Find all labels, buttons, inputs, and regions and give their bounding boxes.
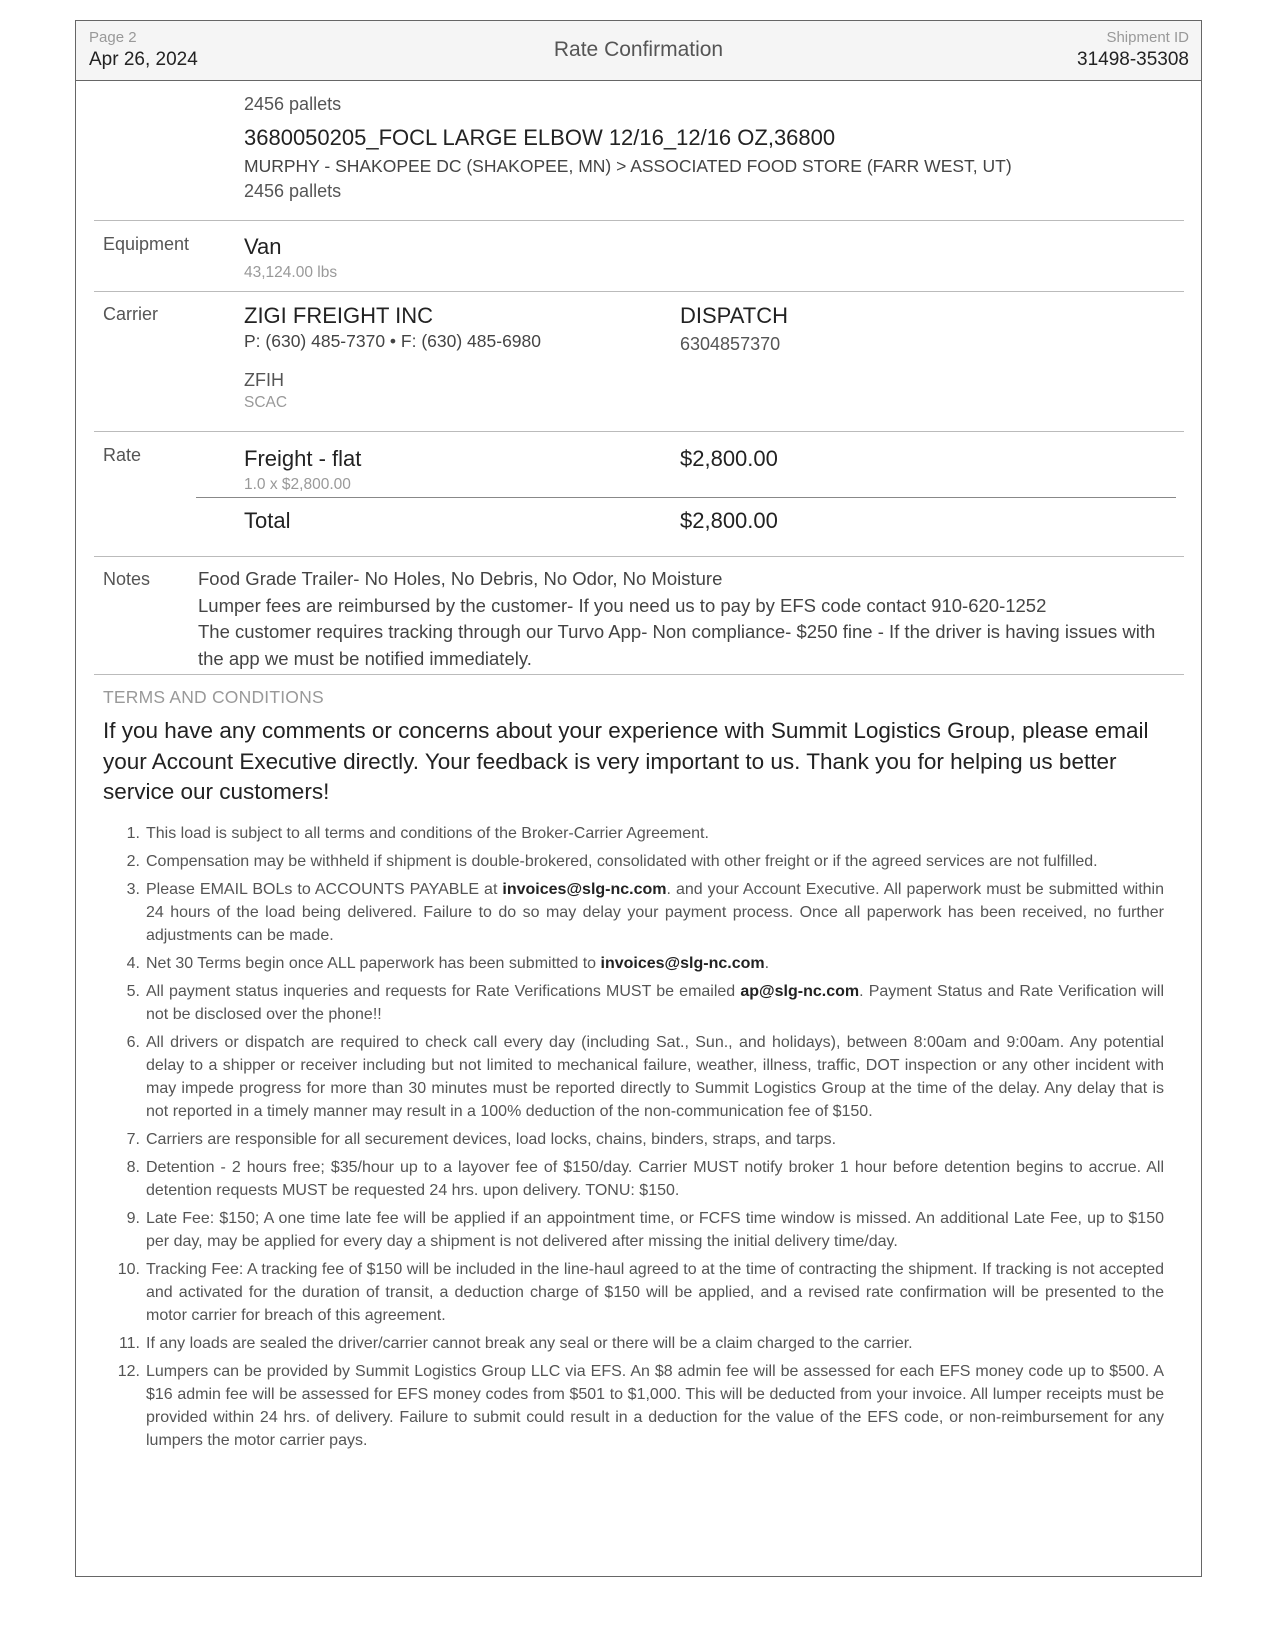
total-divider <box>196 497 1176 498</box>
note-line: Food Grade Trailer- No Holes, No Debris, No Odor, No Moisture <box>198 568 723 589</box>
term-item: 8. Detention - 2 hours free; $35/hour up to a layover fee of $150/day. Carrier MUST notify broker 1 hour before detention begins to accrue. All detention requests MUST be requested 24 hrs. upon delivery. TONU: $150. <box>126 1158 1164 1199</box>
rate-line-name: Freight - flat <box>244 446 362 471</box>
divider <box>94 220 1184 221</box>
rate-label: Rate <box>103 445 142 465</box>
notes-label: Notes <box>103 569 151 589</box>
document-page <box>75 20 1202 1577</box>
email-link[interactable]: invoices@slg-nc.com <box>600 954 765 972</box>
divider <box>94 291 1184 292</box>
term-item: 7. Carriers are responsible for all securement devices, load locks, chains, binders, straps, and tarps. <box>126 1131 837 1148</box>
terms-list <box>117 822 1165 1457</box>
commodity-name: 3680050205_FOCL LARGE ELBOW 12/16_12/16 OZ,36800 <box>244 125 836 150</box>
term-item: 4. Net 30 Terms begin once ALL paperwork has been submitted to invoices@slg-nc.com. <box>126 954 770 972</box>
note-line: Lumper fees are reimbursed by the customer- If you need us to pay by EFS code contact 910-620-1252 <box>198 594 1047 616</box>
term-item: 3. Please EMAIL BOLs to ACCOUNTS PAYABLE at invoices@slg-nc.com. and your Account Executive. All paperwork must be submitted within 24 hours of the load being delivered. Failure to do so may delay your payment process. Once all paperwork has been received, no further adjustments can be made. <box>126 880 1164 944</box>
carrier-scac-label: SCAC <box>244 394 288 411</box>
notes-body <box>198 566 1173 672</box>
document-title: Rate Confirmation <box>553 38 724 61</box>
carrier-scac: ZFIH <box>244 370 284 390</box>
rate-line-calc: 1.0 x $2,800.00 <box>244 476 351 493</box>
terms-lead-paragraph: If you have any comments or concerns about your experience with Summit Logistics Group, please email your Account Executive directly. Your feedback is very important to us. Thank you for helping us better service our customers! <box>103 718 1149 804</box>
dispatch-label: DISPATCH <box>680 303 788 328</box>
divider <box>94 431 1184 432</box>
term-item: 5. All payment status inqueries and requests for Rate Verifications MUST be emailed ap@slg-nc.com. Payment Status and Rate Verification will not be disclosed over the phone!! <box>126 982 1165 1023</box>
commodity-route: MURPHY - SHAKOPEE DC (SHAKOPEE, MN) > ASSOCIATED FOOD STORE (FARR WEST, UT) <box>244 156 1012 176</box>
document-date: Apr 26, 2024 <box>89 49 198 70</box>
divider <box>94 556 1184 557</box>
term-item: 9. Late Fee: $150; A one time late fee will be applied if an appointment time, or FCFS time window is missed. An additional Late Fee, up to $150 per day, may be applied for every day a shipment is not delivered after missing the initial delivery time/day. <box>126 1209 1164 1250</box>
equipment-weight: 43,124.00 lbs <box>244 264 338 281</box>
rate-total-label: Total <box>244 508 291 533</box>
rate-line-amount: $2,800.00 <box>680 446 778 471</box>
carrier-name: ZIGI FREIGHT INC <box>244 303 434 328</box>
term-item: 11. If any loads are sealed the driver/carrier cannot break any seal or there will be a claim charged to the carrier. <box>118 1335 913 1352</box>
equipment-type: Van <box>244 234 282 259</box>
term-item: 1. This load is subject to all terms and conditions of the Broker-Carrier Agreement. <box>126 825 709 842</box>
previous-pallet-count: 2456 pallets <box>244 94 342 114</box>
divider <box>94 674 1184 675</box>
page-number: Page 2 <box>89 29 137 46</box>
terms-heading: TERMS AND CONDITIONS <box>103 687 324 707</box>
term-item: 12. Lumpers can be provided by Summit Logistics Group LLC via EFS. An $8 admin fee will be assessed for each EFS money code up to $500. A $16 admin fee will be assessed for EFS money codes from $501 to $1,000. This will be deducted from your invoice. All lumper receipts must be provided within 24 hrs. of delivery. Failure to submit could result in a deduction for the value of the EFS code, or non-reimbursement for any lumpers the motor carrier pays. <box>117 1362 1164 1450</box>
rate-total-amount: $2,800.00 <box>680 508 778 533</box>
page-header <box>76 21 1201 81</box>
carrier-phones: P: (630) 485-7370 • F: (630) 485-6980 <box>244 331 542 351</box>
term-item: 6. All drivers or dispatch are required to check call every day (including Sat., Sun., and holidays), between 8:00am and 9:00am. Any potential delay to a shipper or receiver including but not limited to mechanical failure, weather, illness, traffic, DOT inspection or any other incident with may impede progress for more than 30 minutes must be reported directly to Summit Logistics Group at the time of the delay. Any delay that is not reported in a timely manner may result in a 100% deduction of the non-communication fee of $150. <box>126 1033 1164 1121</box>
commodity-pallet-count: 2456 pallets <box>244 181 342 201</box>
shipment-id-label: Shipment ID <box>1106 29 1189 46</box>
email-link[interactable]: invoices@slg-nc.com <box>502 880 667 898</box>
note-line: The customer requires tracking through our Turvo App- Non compliance- $250 fine - If the driver is having issues with the app we must be notified immediately. <box>198 621 1156 669</box>
equipment-label: Equipment <box>103 234 190 254</box>
term-item: 10. Tracking Fee: A tracking fee of $150 will be included in the line-haul agreed to at the time of contracting the shipment. If tracking is not accepted and activated for the duration of transit, a deduction charge of $150 will be applied, and a revised rate confirmation will be presented to the motor carrier for breach of this agreement. <box>117 1260 1164 1325</box>
dispatch-phone: 6304857370 <box>680 334 781 354</box>
email-link[interactable]: ap@slg-nc.com <box>740 982 860 1000</box>
carrier-label: Carrier <box>103 304 159 324</box>
shipment-id: 31498-35308 <box>1077 49 1189 70</box>
header-right <box>1077 29 1189 73</box>
term-item: 2. Compensation may be withheld if shipment is double-brokered, consolidated with other freight or if the agreed services are not fulfilled. <box>126 852 1098 870</box>
